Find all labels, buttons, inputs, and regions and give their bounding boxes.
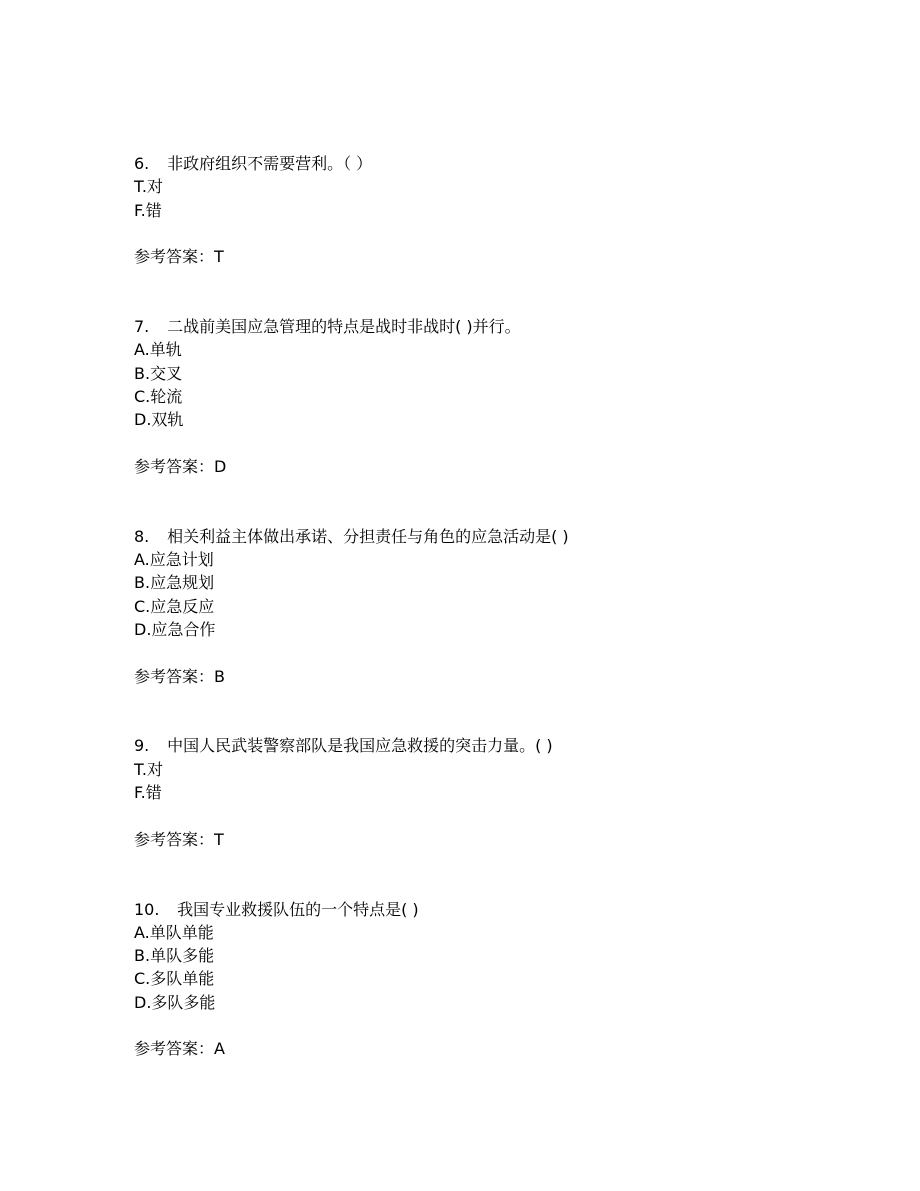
- question-list: [134, 152, 834, 1061]
- question-7-option-b: B.交叉: [134, 363, 183, 383]
- question-6-number: 6.: [134, 154, 150, 173]
- question-6: [134, 152, 834, 268]
- question-10-text: 我国专业救援队伍的一个特点是( ): [177, 899, 419, 919]
- question-10-answer-label: 参考答案：: [134, 1039, 215, 1059]
- question-10-number: 10.: [134, 899, 160, 919]
- question-6-title: [134, 152, 834, 175]
- question-7-text: 二战前美国应急管理的特点是战时非战时( )并行。: [167, 317, 521, 337]
- question-8-option-d: D.应急合作: [134, 619, 216, 639]
- question-9-text: 中国人民武装警察部队是我国应急救援的突击力量。( ): [167, 736, 553, 756]
- question-6-option-t: T.对: [134, 177, 163, 197]
- question-8-answer-label: 参考答案：: [134, 666, 215, 686]
- question-7: [134, 315, 834, 478]
- question-8: [134, 525, 834, 688]
- question-10: [134, 898, 834, 1061]
- question-9: [134, 734, 834, 850]
- question-6-option-f: F.错: [134, 200, 162, 220]
- question-7-answer: [134, 455, 834, 478]
- question-7-number: 7.: [134, 317, 150, 337]
- question-10-option-d: D.多队多能: [134, 992, 216, 1012]
- question-9-answer: [134, 828, 834, 851]
- question-10-option-b: B.单队多能: [134, 946, 215, 966]
- question-8-option-c: C.应急反应: [134, 596, 215, 616]
- question-7-title: [134, 315, 834, 338]
- question-7-option-a: A.单轨: [134, 340, 182, 360]
- question-10-option-c: C.多队单能: [134, 969, 215, 989]
- question-7-answer-label: 参考答案：: [134, 456, 215, 476]
- question-8-option-b: B.应急规划: [134, 573, 215, 593]
- question-7-option-d: D.双轨: [134, 410, 184, 430]
- question-gap: [134, 478, 834, 525]
- question-8-answer: [134, 665, 834, 688]
- question-9-number: 9.: [134, 736, 150, 756]
- question-7-answer-value: D: [214, 456, 227, 476]
- question-8-option-a: A.应急计划: [134, 550, 214, 570]
- question-9-answer-label: 参考答案：: [134, 829, 215, 849]
- question-7-option-c: C.轮流: [134, 386, 183, 406]
- question-9-option-f: F.错: [134, 783, 162, 803]
- question-gap: [134, 688, 834, 735]
- question-8-text: 相关利益主体做出承诺、分担责任与角色的应急活动是( ): [167, 526, 569, 546]
- question-8-number: 8.: [134, 526, 150, 546]
- question-6-answer-label: 参考答案：: [134, 247, 215, 267]
- question-8-answer-value: B: [214, 666, 225, 686]
- question-9-option-t: T.对: [134, 759, 163, 779]
- question-9-title: [134, 734, 834, 757]
- question-9-answer-value: T: [214, 829, 224, 849]
- question-10-answer: [134, 1037, 834, 1060]
- question-gap: [134, 851, 834, 898]
- question-10-answer-value: A: [214, 1039, 225, 1059]
- question-8-title: [134, 525, 834, 548]
- question-10-title: [134, 898, 834, 921]
- question-10-option-a: A.单队单能: [134, 922, 214, 942]
- question-6-text: 非政府组织不需要营利。（ ）: [167, 154, 373, 173]
- question-6-answer: [134, 245, 834, 268]
- question-6-answer-value: T: [214, 247, 224, 267]
- question-gap: [134, 268, 834, 315]
